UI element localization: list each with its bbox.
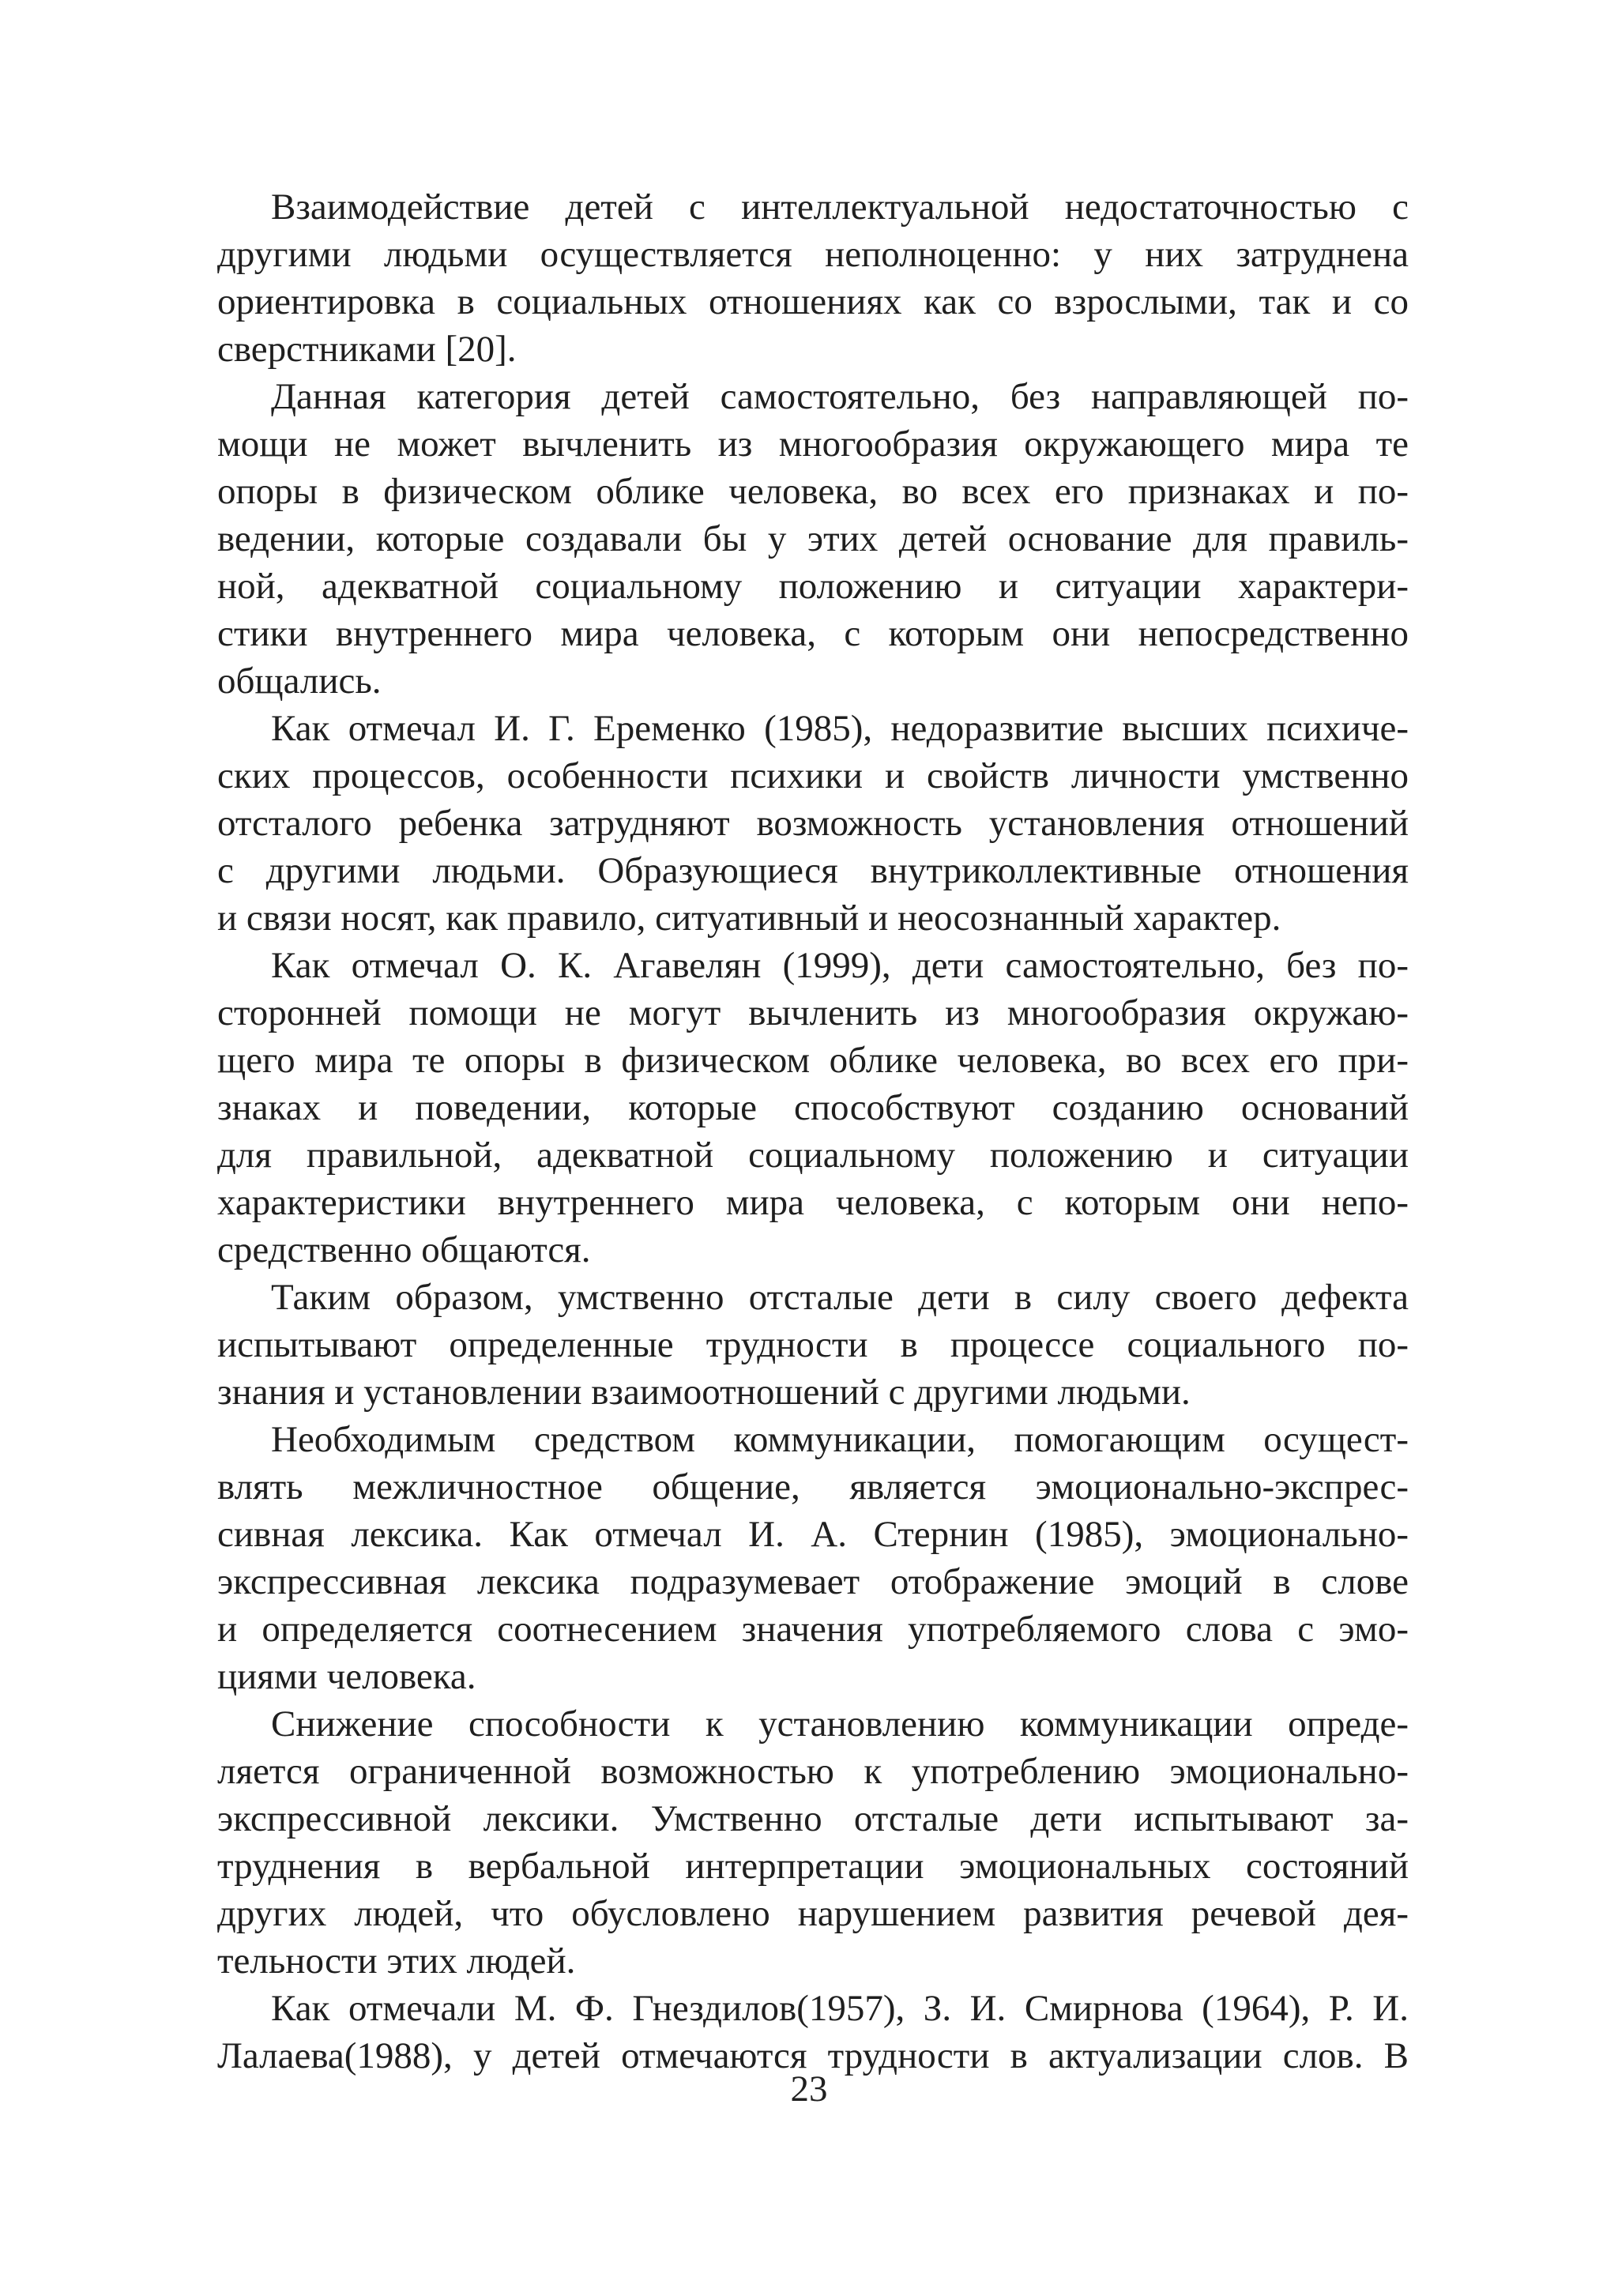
text-line: знаках и поведении, которые способствуют созданию оснований xyxy=(217,1087,1409,1128)
text-line: ских процессов, особенности психики и свойств личности умственно xyxy=(217,755,1409,796)
text-line: Как отмечали М. Ф. Гнездилов(1957), З. И. Смирнова (1964), Р. И. xyxy=(271,1988,1409,2029)
text-line: Данная категория детей самостоятельно, без направляющей по- xyxy=(271,376,1409,417)
text-line: опоры в физическом облике человека, во всех его признаках и по- xyxy=(217,471,1409,512)
text-line: экспрессивной лексики. Умственно отсталые дети испытывают за- xyxy=(217,1798,1409,1839)
text-line: средственно общаются. xyxy=(217,1229,591,1270)
text-line: тельности этих людей. xyxy=(217,1940,576,1982)
text-line: других людей, что обусловлено нарушением развития речевой дея- xyxy=(217,1893,1409,1934)
text-line: и определяется соотнесением значения употребляемого слова с эмо- xyxy=(217,1609,1409,1650)
text-line: знания и установлении взаимоотношений с другими людьми. xyxy=(217,1372,1191,1413)
text-line: щего мира те опоры в физическом облике человека, во всех его при- xyxy=(217,1040,1409,1081)
text-line: общались. xyxy=(217,661,382,702)
text-line: ной, адекватной социальному положению и ситуации характери- xyxy=(217,566,1409,607)
text-line: сверстниками [20]. xyxy=(217,329,517,370)
paragraph xyxy=(217,942,1409,1274)
text-line: испытывают определенные трудности в процессе социального по- xyxy=(217,1324,1409,1365)
text-line: ориентировка в социальных отношениях как со взрослыми, так и со xyxy=(217,281,1409,322)
text-line: ведении, которые создавали бы у этих детей основание для правиль- xyxy=(217,518,1409,559)
text-line: Лалаева(1988), у детей отмечаются трудности в актуализации слов. В xyxy=(217,2035,1409,2076)
text-line: труднения в вербальной интерпретации эмоциональных состояний xyxy=(217,1846,1409,1887)
paragraph xyxy=(217,1274,1409,1416)
paragraph xyxy=(217,183,1409,373)
paragraph xyxy=(217,373,1409,705)
text-line: циями человека. xyxy=(217,1656,476,1697)
text-line: Взаимодействие детей с интеллектуальной недостаточностью с xyxy=(271,186,1409,228)
text-line: ляется ограниченной возможностью к употреблению эмоционально- xyxy=(217,1751,1409,1792)
text-line: мощи не может вычленить из многообразия окружающего мира те xyxy=(217,423,1409,465)
page-number: 23 xyxy=(790,2068,828,2110)
text-line: экспрессивная лексика подразумевает отображение эмоций в слове xyxy=(217,1561,1409,1602)
text-line: для правильной, адекватной социальному положению и ситуации xyxy=(217,1135,1409,1176)
text-line: отсталого ребенка затрудняют возможность установления отношений xyxy=(217,803,1409,844)
text-line: Таким образом, умственно отсталые дети в силу своего дефекта xyxy=(271,1277,1409,1318)
text-line: стики внутреннего мира человека, с которым они непосредственно xyxy=(217,613,1409,654)
text-line: Необходимым средством коммуникации, помогающим осущест- xyxy=(271,1419,1409,1460)
text-line: другими людьми осуществляется неполноценно: у них затруднена xyxy=(217,234,1409,275)
text-line: влять межличностное общение, является эмоционально-экспрес- xyxy=(217,1466,1409,1507)
text-line: сивная лексика. Как отмечал И. А. Стернин (1985), эмоционально- xyxy=(217,1514,1409,1555)
paragraph xyxy=(217,705,1409,942)
text-line: сторонней помощи не могут вычленить из многообразия окружаю- xyxy=(217,992,1409,1033)
paragraph xyxy=(217,1416,1409,1700)
text-line: Как отмечал О. К. Агавелян (1999), дети самостоятельно, без по- xyxy=(271,945,1409,986)
text-line: характеристики внутреннего мира человека, с которым они непо- xyxy=(217,1182,1409,1223)
text-line: с другими людьми. Образующиеся внутриколлективные отношения xyxy=(217,850,1409,891)
body-text xyxy=(217,183,1409,2080)
paragraph xyxy=(217,1700,1409,1985)
text-line: и связи носят, как правило, ситуативный и неосознанный характер. xyxy=(217,898,1281,939)
text-line: Снижение способности к установлению коммуникации опреде- xyxy=(271,1703,1409,1745)
text-line: Как отмечал И. Г. Еременко (1985), недоразвитие высших психиче- xyxy=(271,708,1409,749)
